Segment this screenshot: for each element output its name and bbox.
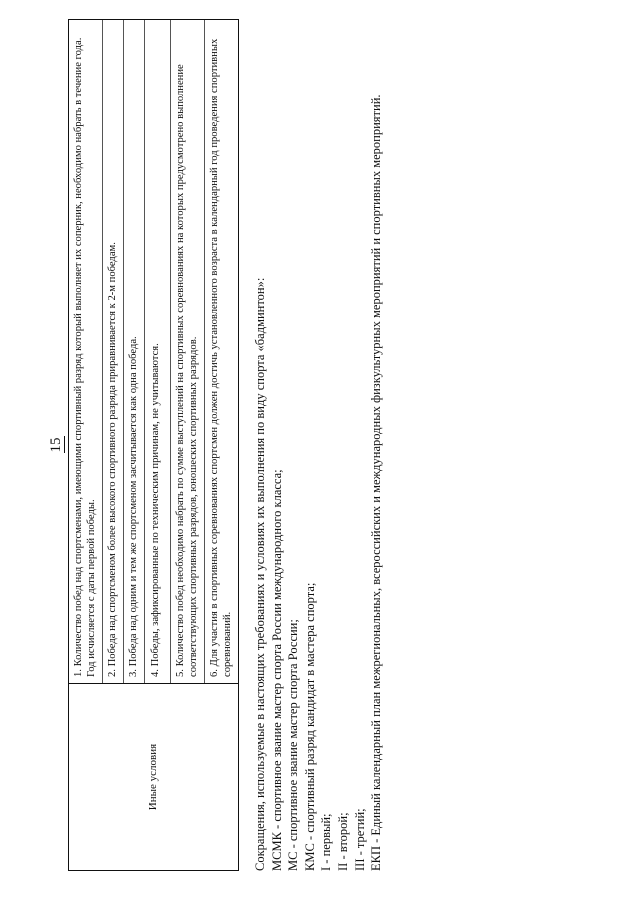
condition-item-6: 6. Для участия в спортивных соревнованиях спортсмен должен достичь установленного возраста в календарный год проведения спортивных соревнований.: [209, 38, 233, 677]
abbreviation-line: КМС - спортивный разряд кандидат в мастера спорта;: [302, 582, 317, 871]
abbreviation-line: ЕКП - Единый календарный план межрегиональных, всероссийских и международных физкультурных мероприятий и спортивных мероприятий.: [369, 94, 384, 871]
condition-item-4: 4. Победы, зафиксированные по техническим причинам, не учитываются.: [145, 20, 171, 683]
abbreviation-line: I - первый;: [319, 813, 334, 871]
condition-item-3: 3. Победа над одним и тем же спортсменом засчитывается как одна победа.: [124, 20, 145, 683]
table-row: [69, 20, 239, 871]
abbreviation-line: III - третий;: [352, 808, 367, 871]
abbreviation-line: II - второй;: [335, 812, 350, 871]
condition-item-1: 1. Количество побед над спортсменами, имеющими спортивный разряд который выполняет их соперник, необходимо набрать в течение года. Год исчисляется с даты первой победы.: [69, 20, 103, 683]
abbreviation-line: МС - спортивное звание мастер спорта России;: [286, 619, 301, 871]
page-number: 15: [48, 437, 64, 453]
abbreviations-intro: Сокращения, используемые в настоящих требованиях и условиях их выполнения по виду спорта «бадминтон»:: [253, 277, 267, 871]
row-label: Иные условия: [69, 684, 239, 871]
abbreviation-line: МСМК - спортивное звание мастер спорта России международного класса;: [269, 469, 284, 871]
conditions-table: [68, 19, 239, 871]
condition-item-2: 2. Победа над спортсменом более высокого спортивного разряда приравнивается к 2-м победам.: [103, 20, 124, 683]
condition-item-5: 5. Количество побед необходимо набрать по сумме выступлений на спортивных соревнованиях на которых предусмотрено выполнение соответствующих спортивных разрядов, юношеских спортивных разрядов.: [171, 20, 205, 683]
abbreviations-section: [252, 19, 385, 871]
rotated-page-content: [48, 15, 426, 875]
conditions-cell: [69, 20, 239, 684]
